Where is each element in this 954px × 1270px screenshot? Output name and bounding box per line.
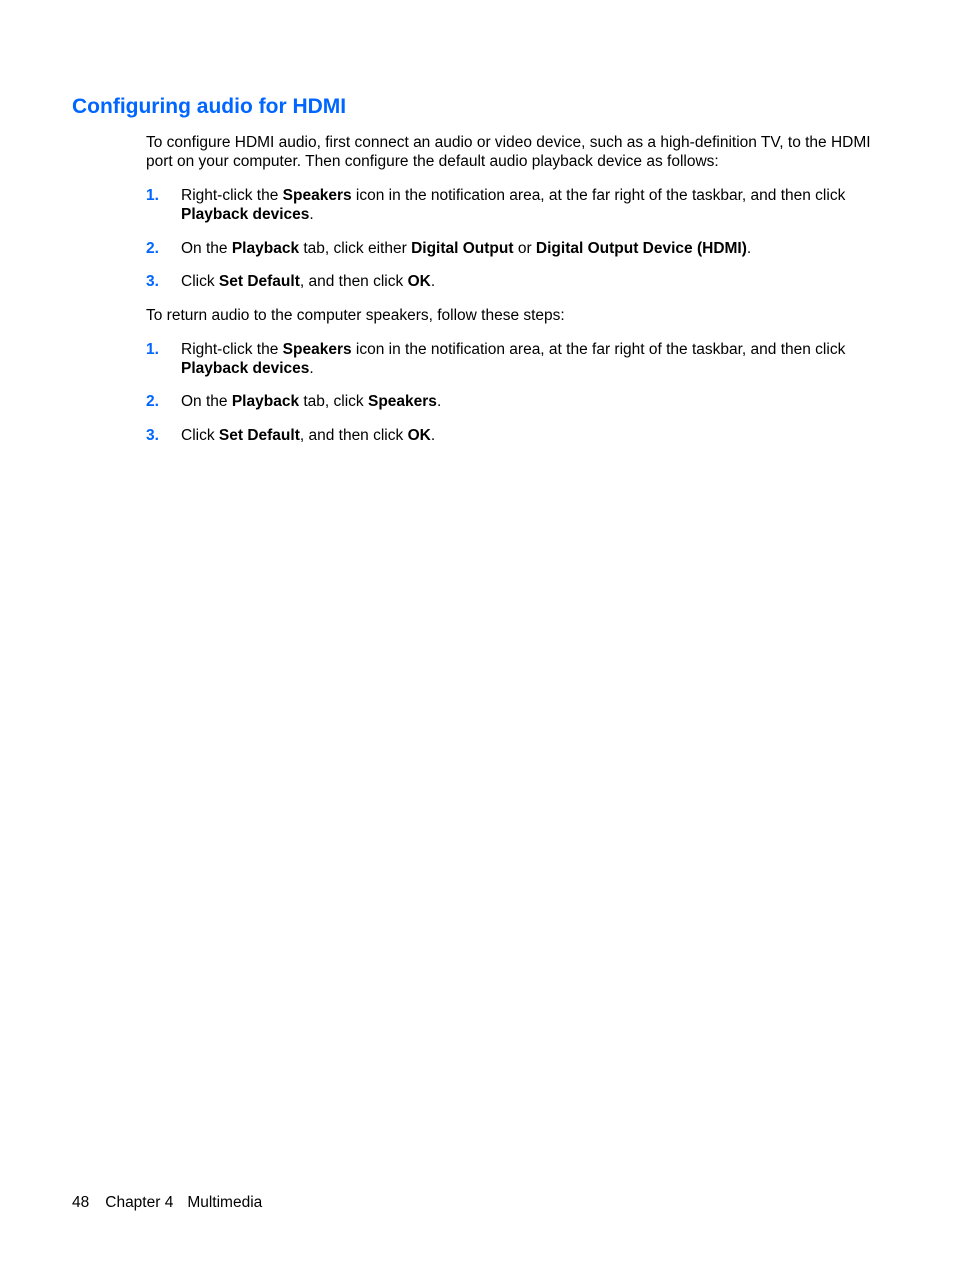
step-text: On the Playback tab, click either Digital Output or Digital Output Device (HDMI). (181, 240, 752, 257)
ui-term: Digital Output Device (HDMI) (535, 240, 747, 257)
chapter-label: Chapter 4 (105, 1194, 174, 1211)
step-number: 2. (146, 393, 159, 410)
ui-term: Speakers (282, 341, 352, 358)
page-footer (72, 1193, 262, 1212)
step-text: Click Set Default, and then click OK. (181, 427, 436, 444)
step-number: 1. (146, 341, 159, 358)
ui-term: Digital Output (411, 240, 514, 257)
step-text: Right-click the Speakers icon in the notification area, at the far right of the taskbar, and then click Playback devices. (181, 187, 846, 223)
step-text: Right-click the Speakers icon in the notification area, at the far right of the taskbar, and then click Playback devices. (181, 341, 846, 377)
ui-term: Set Default (218, 427, 300, 444)
ui-term: Set Default (218, 273, 300, 290)
step-text: Click Set Default, and then click OK. (181, 273, 436, 290)
ui-term: Speakers (282, 187, 352, 204)
intro-paragraph: To configure HDMI audio, first connect an audio or video device, such as a high-definition TV, to the HDMI port on your computer. Then configure the default audio playback device as follows: (146, 134, 871, 170)
ui-term: Playback devices (181, 206, 310, 223)
step-number: 3. (146, 427, 159, 444)
ui-term: Playback devices (181, 360, 310, 377)
ui-term: Playback (231, 240, 300, 257)
section-heading: Configuring audio for HDMI (72, 95, 347, 118)
ui-term: OK (407, 273, 431, 290)
step-number: 2. (146, 240, 159, 257)
ui-term: OK (407, 427, 431, 444)
section-label: Multimedia (187, 1194, 263, 1211)
step-number: 1. (146, 187, 159, 204)
ui-term: Playback (231, 393, 300, 410)
page-number: 48 (72, 1194, 90, 1211)
ui-term: Speakers (367, 393, 437, 410)
step-text: On the Playback tab, click Speakers. (181, 393, 442, 410)
step-number: 3. (146, 273, 159, 290)
return-paragraph: To return audio to the computer speakers, follow these steps: (146, 307, 565, 324)
